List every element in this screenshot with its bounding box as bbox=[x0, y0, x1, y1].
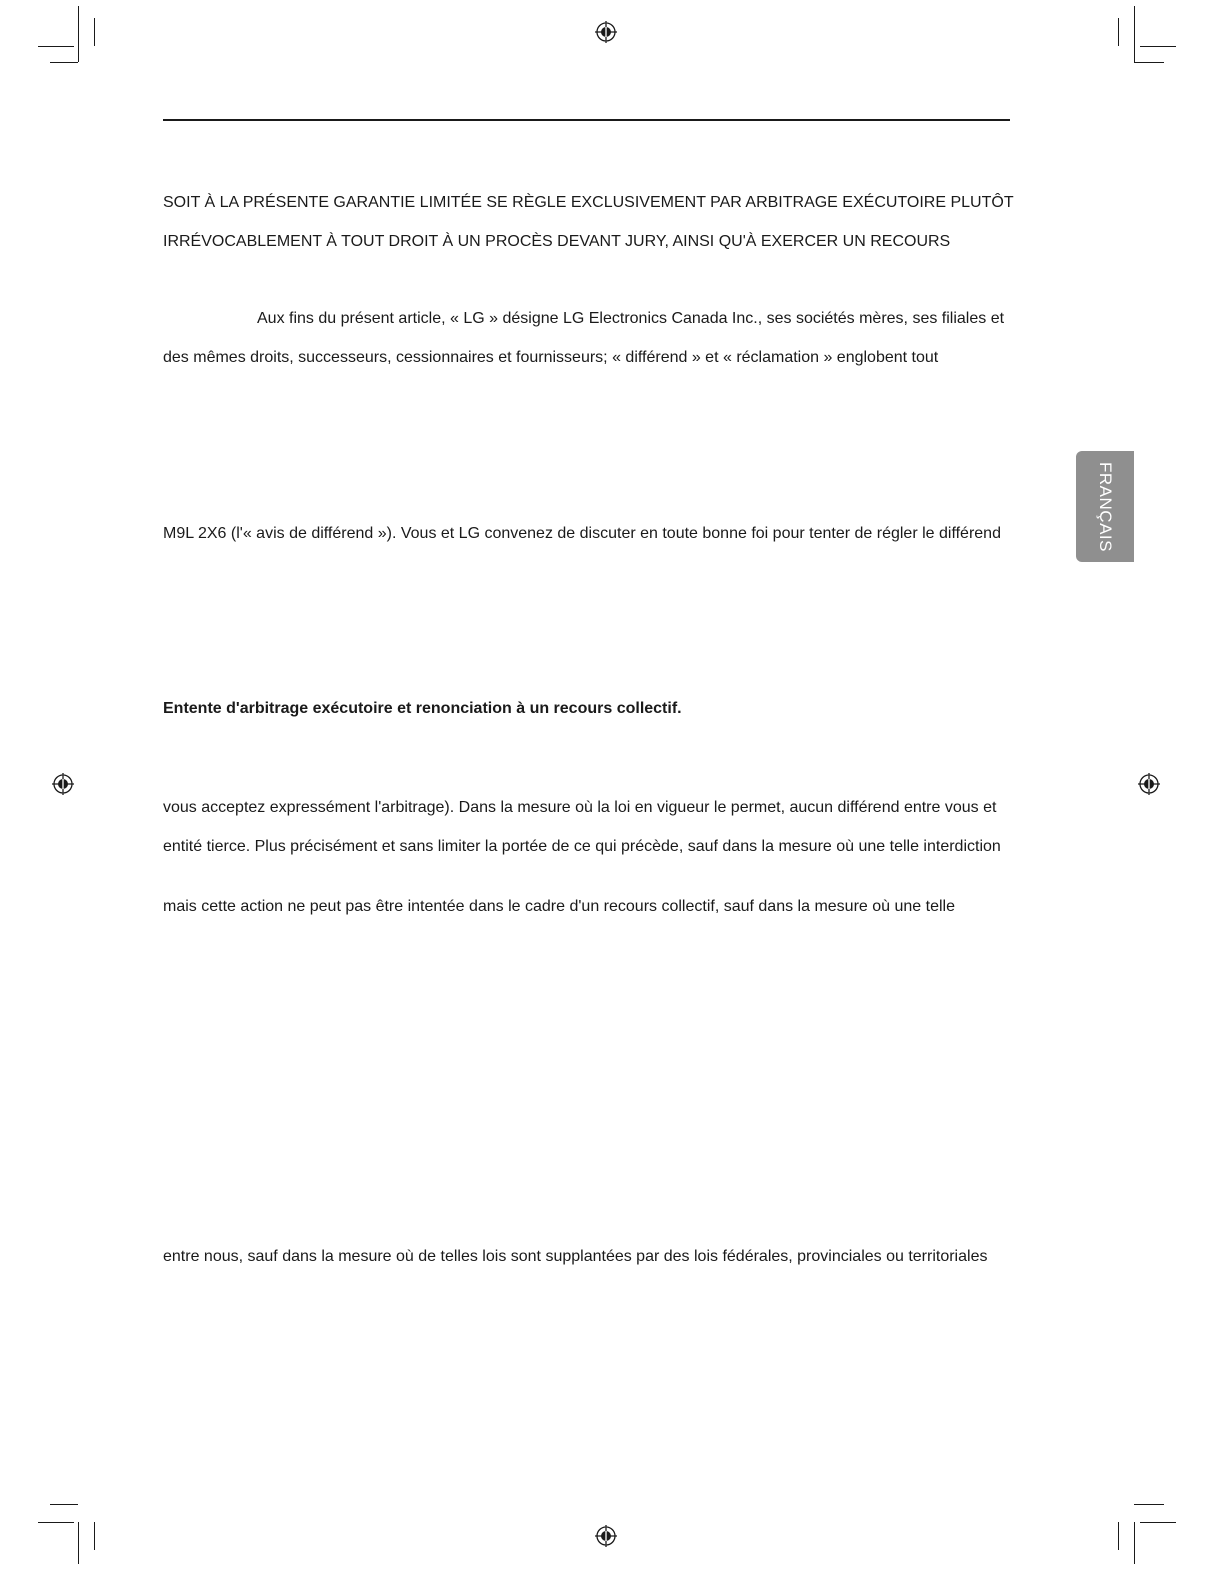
crop-mark bbox=[1134, 62, 1164, 63]
header-rule bbox=[163, 119, 1010, 121]
registration-mark-icon bbox=[1138, 773, 1160, 795]
crop-mark bbox=[50, 1504, 78, 1505]
crop-mark bbox=[78, 6, 79, 62]
crop-mark bbox=[1134, 6, 1135, 62]
registration-mark-icon bbox=[595, 21, 617, 43]
crop-mark bbox=[1140, 46, 1176, 47]
body-line: des mêmes droits, successeurs, cessionnaires et fournisseurs; « différend » et « réclamation » englobent tout bbox=[163, 349, 939, 366]
crop-mark bbox=[1118, 1522, 1119, 1550]
crop-mark bbox=[1118, 18, 1119, 46]
language-tab-label: FRANÇAIS bbox=[1096, 461, 1115, 552]
body-line: mais cette action ne peut pas être intentée dans le cadre d'un recours collectif, sauf dans la mesure où une telle bbox=[163, 898, 955, 915]
body-line: Aux fins du présent article, « LG » désigne LG Electronics Canada Inc., ses sociétés mères, ses filiales et bbox=[257, 310, 1005, 327]
registration-mark-icon bbox=[595, 1525, 617, 1547]
crop-mark bbox=[1134, 1522, 1135, 1564]
section-heading: Entente d'arbitrage exécutoire et renonciation à un recours collectif. bbox=[163, 700, 682, 717]
body-line: SOIT À LA PRÉSENTE GARANTIE LIMITÉE SE RÈGLE EXCLUSIVEMENT PAR ARBITRAGE EXÉCUTOIRE PLUTÔT bbox=[163, 194, 1014, 211]
body-line: entre nous, sauf dans la mesure où de telles lois sont supplantées par des lois fédérales, provinciales ou territoriales bbox=[163, 1248, 988, 1265]
crop-mark bbox=[78, 1522, 79, 1564]
crop-mark bbox=[94, 18, 95, 46]
crop-mark bbox=[1134, 1504, 1164, 1505]
registration-mark-icon bbox=[52, 773, 74, 795]
crop-mark bbox=[50, 62, 78, 63]
body-line: entité tierce. Plus précisément et sans limiter la portée de ce qui précède, sauf dans la mesure où une telle interdiction bbox=[163, 838, 1001, 855]
crop-mark bbox=[38, 46, 74, 47]
body-line: vous acceptez expressément l'arbitrage). Dans la mesure où la loi en vigueur le permet, aucun différend entre vous et bbox=[163, 799, 997, 816]
body-line: M9L 2X6 (l'« avis de différend »). Vous et LG convenez de discuter en toute bonne foi pour tenter de régler le différend bbox=[163, 525, 1001, 542]
language-tab bbox=[1076, 451, 1134, 562]
body-line: IRRÉVOCABLEMENT À TOUT DROIT À UN PROCÈS DEVANT JURY, AINSI QU'À EXERCER UN RECOURS bbox=[163, 233, 951, 250]
crop-mark bbox=[1140, 1522, 1176, 1523]
crop-mark bbox=[38, 1522, 74, 1523]
crop-mark bbox=[94, 1522, 95, 1550]
